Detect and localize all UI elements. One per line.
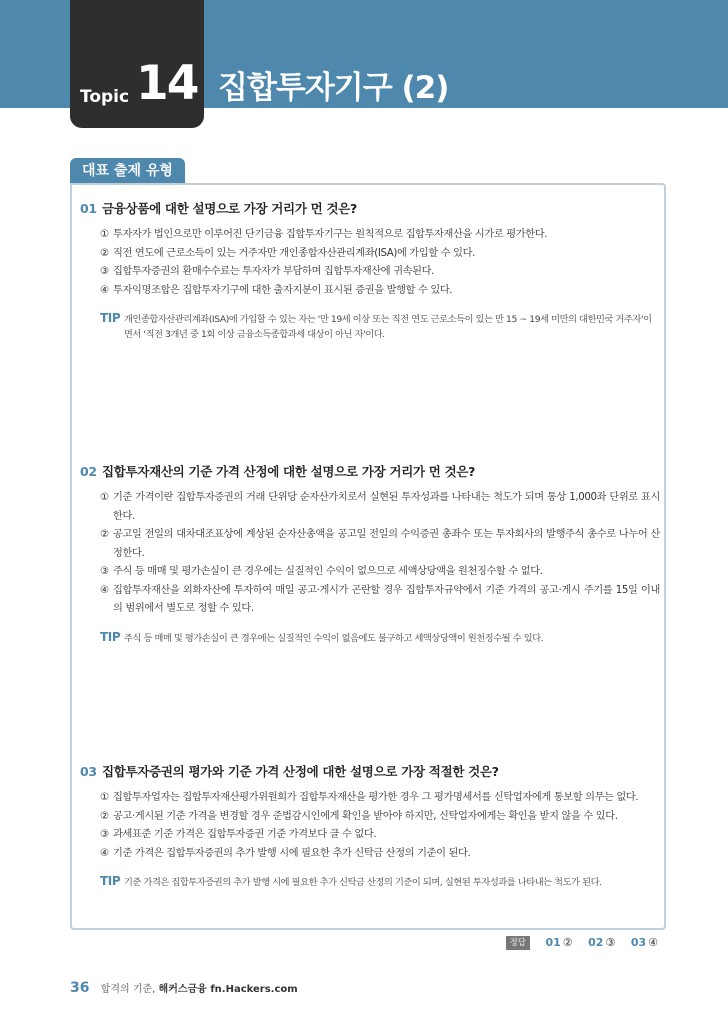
option-text: 투자익명조합은 집합투자기구에 대한 출자지분이 표시된 증권을 발행할 수 있다. <box>113 284 453 296</box>
answer-number: 03 <box>630 936 647 949</box>
option-mark: ① <box>100 229 109 240</box>
option-mark: ② <box>100 810 109 822</box>
option-text: 기준 가격이란 집합투자증권의 거래 단위당 순자산가치로서 실현된 투자성과를 나타내는 척도가 되며 통상 1,000좌 단위로 표시한다. <box>113 492 660 522</box>
option-text: 공고·게시된 기준 가격을 변경할 경우 준법감시인에게 확인을 받아야 하지만, 신탁업자에게는 확인을 받지 않을 수 있다. <box>113 810 618 822</box>
question-text: 집합투자증권의 평가와 기준 가격 산정에 대한 설명으로 가장 적절한 것은? <box>102 764 499 779</box>
option-text: 집합투자재산을 외화자산에 투자하여 매일 공고·게시가 곤란할 경우 집합투자규약에서 기준 가격의 공고·게시 주기를 15일 이내의 범위에서 별도로 정할 수 있다. <box>113 584 660 614</box>
option-mark: ④ <box>100 284 109 296</box>
question-01 <box>80 200 660 342</box>
question-title <box>80 763 660 781</box>
option-mark: ② <box>100 529 109 540</box>
question-number: 02 <box>80 464 97 479</box>
answer-key <box>506 935 659 951</box>
page-title: 집합투자기구 (2) <box>218 70 449 106</box>
option-mark: ③ <box>100 266 109 277</box>
question-text: 금융상품에 대한 설명으로 가장 거리가 먼 것은? <box>102 201 357 216</box>
option-list <box>80 226 660 300</box>
tip <box>80 631 660 646</box>
option-1 <box>100 789 660 808</box>
option-3 <box>100 563 660 582</box>
tip-text: 기준 가격은 집합투자증권의 추가 발행 시에 필요한 추가 신탁금 산정의 기준이 되며, 실현된 투자성과를 나타내는 척도가 된다. <box>124 877 602 888</box>
page-number: 36 <box>70 980 90 996</box>
footer-brand: 해커스금융 fn.Hackers.com <box>158 984 298 995</box>
option-4 <box>100 845 660 864</box>
option-4 <box>100 582 660 619</box>
option-mark: ③ <box>100 829 109 840</box>
option-list <box>80 489 660 619</box>
option-2 <box>100 526 660 563</box>
topic-word: Topic <box>80 87 130 107</box>
option-text: 집합투자업자는 집합투자재산평가위원회가 집합투자재산을 평가한 경우 그 평가명세서를 신탁업자에게 통보할 의무는 없다. <box>113 792 639 803</box>
question-02 <box>80 463 660 646</box>
question-number: 01 <box>80 201 97 216</box>
tip <box>80 875 660 890</box>
option-text: 투자자가 법인으로만 이루어진 단기금융 집합투자기구는 원칙적으로 집합투자재산을 시가로 평가한다. <box>113 229 548 240</box>
option-text: 주식 등 매매 및 평가손실이 큰 경우에는 실질적인 수익이 없으므로 세액상당액을 원천징수할 수 없다. <box>113 566 543 577</box>
tip-text: 개인종합자산관리계좌(ISA)에 가입할 수 있는 자는 '만 19세 이상 또는 직전 연도 근로소득이 있는 만 15 ~ 19세 미만의 대한민국 거주자'이면서 '직전 3개년 중 1회 이상 금융소득종합과세 대상이 아닌 자'이다. <box>124 314 652 340</box>
answer-value: ④ <box>648 936 658 949</box>
tip-label: TIP <box>100 629 121 644</box>
option-2 <box>100 245 660 264</box>
option-text: 집합투자증권의 환매수수료는 투자자가 부담하며 집합투자재산에 귀속된다. <box>113 266 435 277</box>
question-03 <box>80 763 660 890</box>
option-4 <box>100 282 660 301</box>
answer-label: 정답 <box>506 936 530 950</box>
answer-number: 01 <box>545 936 561 949</box>
question-text: 집합투자재산의 기준 가격 산정에 대한 설명으로 가장 거리가 먼 것은? <box>102 464 476 479</box>
option-2 <box>100 808 660 827</box>
option-mark: ① <box>100 792 109 803</box>
option-3 <box>100 263 660 282</box>
question-title <box>80 200 660 218</box>
question-title <box>80 463 660 481</box>
question-number: 03 <box>80 764 97 779</box>
tip-label: TIP <box>100 874 121 888</box>
tip-label: TIP <box>100 311 121 325</box>
option-mark: ① <box>100 492 109 503</box>
answer-number: 02 <box>588 936 604 949</box>
option-mark: ④ <box>100 584 109 596</box>
option-text: 기준 가격은 집합투자증권의 추가 발행 시에 필요한 추가 신탁금 산정의 기준이 된다. <box>113 847 471 859</box>
option-text: 과세표준 기준 가격은 집합투자증권 기준 가격보다 클 수 없다. <box>113 829 377 840</box>
topic-number: 14 <box>136 56 198 111</box>
option-1 <box>100 226 660 245</box>
answer-value: ③ <box>605 936 616 949</box>
option-1 <box>100 489 660 526</box>
footer-slogan: 합격의 기준, <box>100 984 156 995</box>
option-mark: ② <box>100 247 109 259</box>
option-mark: ④ <box>100 847 109 859</box>
option-mark: ③ <box>100 566 109 577</box>
tip-text: 주식 등 매매 및 평가손실이 큰 경우에는 실질적인 수익이 없음에도 불구하고 세액상당액이 원천징수될 수 있다. <box>124 632 544 644</box>
option-text: 공고일 전일의 대차대조표상에 계상된 순자산총액을 공고일 전일의 수익증권 총좌수 또는 투자회사의 발행주식 총수로 나누어 산정한다. <box>113 529 660 559</box>
tip <box>80 312 660 342</box>
option-list <box>80 789 660 863</box>
option-text: 직전 연도에 근로소득이 있는 거주자만 개인종합자산관리계좌(ISA)에 가입할 수 있다. <box>113 247 476 259</box>
answer-value: ② <box>562 936 573 949</box>
option-3 <box>100 826 660 845</box>
section-label: 대표 출제 유형 <box>70 158 185 184</box>
footer <box>70 980 298 996</box>
